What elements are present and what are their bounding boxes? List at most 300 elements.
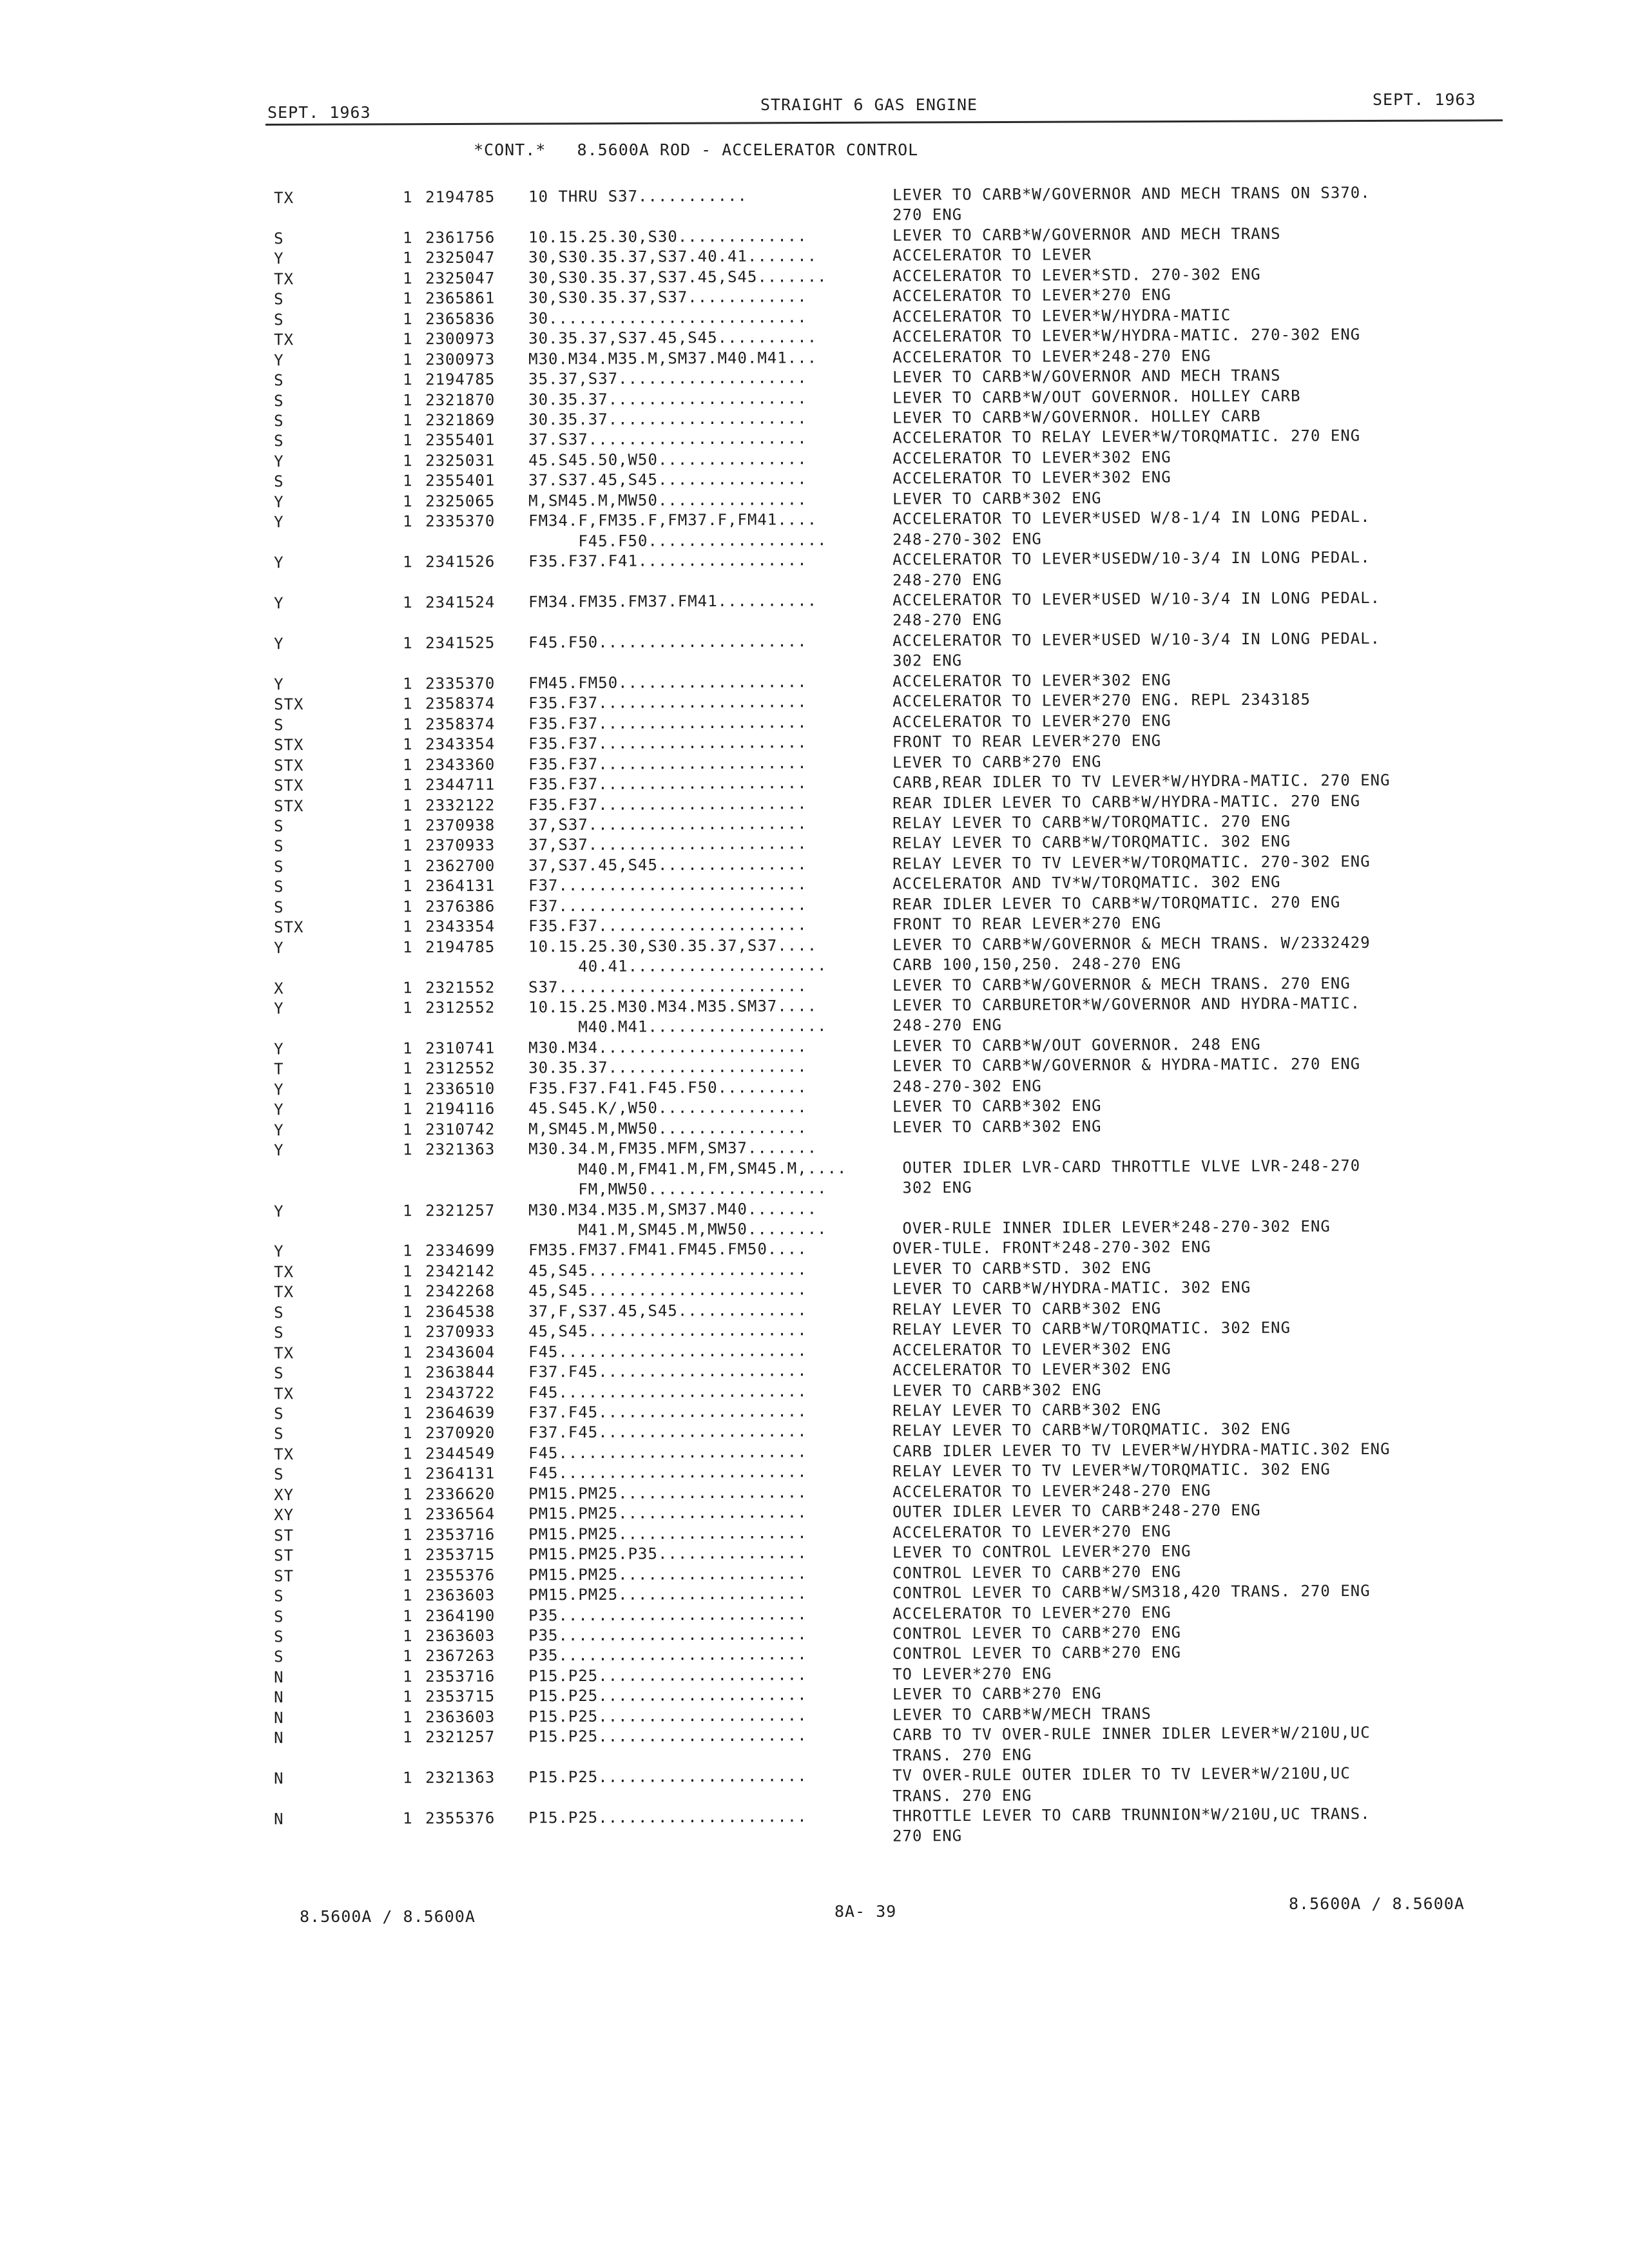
quantity: 1	[403, 188, 413, 207]
description: ACCELERATOR TO LEVER*302 ENG	[892, 1360, 1171, 1379]
part-number: 2325031	[425, 451, 496, 470]
description: CONTROL LEVER TO CARB*270 ENG	[892, 1623, 1182, 1643]
application: F35.F37.....................	[528, 693, 807, 713]
quantity: 1	[403, 1323, 413, 1341]
part-number: 2364131	[425, 876, 496, 896]
part-number: 2312552	[425, 1059, 496, 1078]
application: 37,F,S37.45,S45.............	[528, 1301, 807, 1321]
usage-code: Y	[274, 635, 284, 653]
application: 40.41....................	[528, 956, 827, 976]
part-number: 2342142	[425, 1262, 496, 1281]
table-row	[0, 405, 1629, 430]
part-number: 2321552	[425, 978, 496, 997]
quantity: 1	[403, 269, 413, 288]
description: CONTROL LEVER TO CARB*270 ENG	[892, 1643, 1182, 1663]
part-number: 2332122	[425, 796, 496, 815]
usage-code: N	[274, 1668, 284, 1687]
quantity: 1	[403, 411, 413, 430]
quantity: 1	[403, 431, 413, 450]
part-number: 2365836	[425, 309, 496, 329]
usage-code: Y	[274, 1040, 284, 1059]
part-number: 2194785	[425, 370, 496, 389]
table-row	[0, 242, 1629, 268]
usage-code: Y	[274, 1242, 284, 1261]
part-number: 2358374	[425, 694, 496, 713]
usage-code: TX	[274, 1283, 294, 1302]
application: 37,S37......................	[528, 834, 807, 854]
application: 37,S37......................	[528, 814, 807, 834]
usage-code: Y	[274, 553, 284, 572]
table-row	[0, 769, 1629, 795]
table-row	[0, 1783, 1629, 1805]
quantity: 1	[403, 816, 413, 835]
usage-code: Y	[274, 513, 284, 532]
usage-code: S	[274, 371, 284, 390]
usage-code: Y	[274, 1081, 284, 1099]
table-row	[0, 1276, 1629, 1302]
description: 302 ENG	[892, 651, 963, 670]
description: LEVER TO CARB*W/GOVERNOR AND MECH TRANS	[892, 366, 1281, 387]
part-number: 2325047	[425, 269, 496, 288]
description: CARB IDLER LEVER TO TV LEVER*W/HYDRA-MATIC.302 ENG	[892, 1439, 1391, 1461]
quantity: 1	[403, 1809, 413, 1828]
description: CONTROL LEVER TO CARB*W/SM318,420 TRANS. 270 ENG	[892, 1581, 1371, 1602]
application: P15.P25.....................	[528, 1686, 807, 1706]
application: 10.15.25.M30.M34.M35.SM37....	[528, 997, 818, 1017]
quantity: 1	[403, 1566, 413, 1585]
table-row	[0, 932, 1629, 957]
part-number: 2300973	[425, 350, 496, 369]
part-number: 2341526	[425, 552, 496, 572]
usage-code: STX	[274, 756, 304, 775]
usage-code: S	[274, 1648, 284, 1666]
application: 10.15.25.30,S30.35.37,S37....	[528, 936, 818, 956]
part-number: 2362700	[425, 856, 496, 876]
quantity: 1	[403, 1404, 413, 1423]
table-row	[0, 850, 1629, 876]
usage-code: S	[274, 1628, 284, 1646]
quantity: 1	[403, 735, 413, 754]
quantity: 1	[403, 1445, 413, 1463]
description: RELAY LEVER TO TV LEVER*W/TORQMATIC. 302 ENG	[892, 1460, 1331, 1481]
part-number: 2310742	[425, 1120, 496, 1139]
description: ACCELERATOR TO LEVER*STD. 270-302 ENG	[892, 265, 1261, 285]
description: CARB TO TV OVER-RULE INNER IDLER LEVER*W/210U,UC	[892, 1723, 1371, 1744]
quantity: 1	[403, 1303, 413, 1321]
usage-code: S	[274, 311, 284, 329]
application: P15.P25.....................	[528, 1767, 807, 1787]
application: 45,S45......................	[528, 1321, 807, 1341]
quantity: 1	[403, 351, 413, 369]
description: ACCELERATOR TO LEVER*270 ENG	[892, 1603, 1171, 1623]
part-number: 2370920	[425, 1423, 496, 1443]
quantity: 1	[403, 553, 413, 572]
table-row	[0, 1560, 1629, 1586]
table-row	[0, 1762, 1629, 1788]
application: F45.........................	[528, 1463, 807, 1483]
part-number: 2343604	[425, 1343, 496, 1362]
description: 248-270 ENG	[892, 570, 1003, 590]
part-number: 2334699	[425, 1241, 496, 1260]
part-number: 2367263	[425, 1646, 496, 1666]
part-number: 2363603	[425, 1626, 496, 1646]
description: FRONT TO REAR LEVER*270 ENG	[892, 731, 1162, 751]
usage-code: S	[274, 1425, 284, 1443]
application: 37,S37.45,S45...............	[528, 855, 807, 875]
table-row	[0, 1316, 1629, 1342]
table-row	[0, 1640, 1629, 1666]
application: F35.F37.....................	[528, 713, 807, 733]
quantity: 1	[403, 1728, 413, 1747]
description: 270 ENG	[892, 1827, 963, 1845]
table-row	[0, 1418, 1629, 1443]
quantity: 1	[403, 249, 413, 267]
application: F45.........................	[528, 1382, 807, 1402]
usage-code: Y	[274, 999, 284, 1018]
description: RELAY LEVER TO CARB*W/TORQMATIC. 270 ENG	[892, 812, 1291, 832]
description: ACCELERATOR TO LEVER*270 ENG. REPL 2343185	[892, 690, 1311, 711]
usage-code: STX	[274, 918, 304, 937]
usage-code: S	[274, 716, 284, 735]
application: FM35.FM37.FM41.FM45.FM50....	[528, 1240, 807, 1260]
application: 45,S45......................	[528, 1260, 807, 1280]
description: CONTROL LEVER TO CARB*270 ENG	[892, 1562, 1182, 1582]
description: ACCELERATOR TO LEVER*USED W/10-3/4 IN LONG PEDAL.	[892, 588, 1381, 610]
quantity: 1	[403, 1607, 413, 1626]
usage-code: S	[274, 432, 284, 450]
section-title: *CONT.* 8.5600A ROD - ACCELERATOR CONTROL	[474, 140, 919, 159]
description: LEVER TO CARB*302 ENG	[892, 1117, 1102, 1137]
description: ACCELERATOR TO LEVER*USED W/10-3/4 IN LONG PEDAL.	[892, 629, 1381, 650]
quantity: 1	[403, 1505, 413, 1524]
part-number: 2321363	[425, 1768, 496, 1787]
quantity: 1	[403, 1120, 413, 1139]
quantity: 1	[403, 918, 413, 936]
application: F35.F37.F41.F45.F50.........	[528, 1078, 807, 1098]
part-number: 2364538	[425, 1302, 496, 1321]
part-number: 2363844	[425, 1363, 496, 1382]
usage-code: XY	[274, 1506, 294, 1524]
application: F35.F37.F41.................	[528, 551, 807, 571]
description: ACCELERATOR TO LEVER	[892, 245, 1092, 265]
usage-code: ST	[274, 1526, 294, 1545]
table-row	[0, 1661, 1629, 1687]
description: RELAY LEVER TO CARB*W/TORQMATIC. 302 ENG	[892, 1318, 1291, 1339]
usage-code: TX	[274, 189, 294, 207]
quantity: 1	[403, 776, 413, 794]
quantity: 1	[403, 715, 413, 734]
description: OVER-RULE INNER IDLER LEVER*248-270-302 ENG	[892, 1217, 1331, 1238]
application: 30,S30.35.37,S37.45,S45.......	[528, 267, 827, 287]
description: OUTER IDLER LVR-CARD THROTTLE VLVE LVR-248-270	[892, 1157, 1361, 1177]
description: LEVER TO CARB*W/GOVERNOR. HOLLEY CARB	[892, 407, 1261, 427]
table-row	[0, 567, 1629, 590]
part-number: 2363603	[425, 1586, 496, 1605]
table-row	[0, 891, 1629, 917]
part-number: 2194785	[425, 187, 496, 207]
table-row	[0, 1438, 1629, 1464]
usage-code: S	[274, 1323, 284, 1342]
part-number: 2335370	[425, 674, 496, 693]
description: REAR IDLER LEVER TO CARB*W/TORQMATIC. 270 ENG	[892, 893, 1341, 914]
quantity: 1	[403, 1140, 413, 1159]
usage-code: T	[274, 1060, 284, 1079]
usage-code: Y	[274, 493, 284, 512]
application: 35.37,S37...................	[528, 369, 807, 389]
description: LEVER TO CARB*W/OUT GOVERNOR. 248 ENG	[892, 1035, 1261, 1055]
quantity: 1	[403, 1100, 413, 1119]
description: LEVER TO CARB*302 ENG	[892, 1096, 1102, 1116]
usage-code: S	[274, 837, 284, 856]
header-title: STRAIGHT 6 GAS ENGINE	[760, 95, 978, 114]
description: ACCELERATOR TO LEVER*270 ENG	[892, 1522, 1171, 1542]
usage-code: X	[274, 979, 284, 998]
table-row	[0, 870, 1629, 896]
usage-code: Y	[274, 1121, 284, 1140]
usage-code: N	[274, 1688, 284, 1707]
usage-code: ST	[274, 1546, 294, 1565]
application: M41.M,SM45.M,MW50........	[528, 1220, 827, 1240]
usage-code: Y	[274, 351, 284, 370]
usage-code: Y	[274, 452, 284, 471]
application: M40.M41..................	[528, 1017, 827, 1037]
quantity: 1	[403, 1384, 413, 1403]
usage-code: STX	[274, 776, 304, 795]
part-number: 2344549	[425, 1444, 496, 1463]
application: P15.P25.....................	[528, 1706, 807, 1726]
usage-code: TX	[274, 270, 294, 289]
description: LEVER TO CARB*W/MECH TRANS	[892, 1704, 1152, 1724]
table-row	[0, 1093, 1629, 1119]
description: LEVER TO CARB*302 ENG	[892, 488, 1102, 508]
description: 302 ENG	[892, 1178, 972, 1197]
table-row	[0, 830, 1629, 856]
description: LEVER TO CARB*270 ENG	[892, 1684, 1102, 1704]
application: M30.34.M,FM35.MFM,SM37.......	[528, 1139, 818, 1158]
description: RELAY LEVER TO CARB*302 ENG	[892, 1400, 1162, 1420]
application: 10.15.25.30,S30.............	[528, 227, 807, 247]
usage-code: S	[274, 392, 284, 410]
application: PM15.PM25...................	[528, 1483, 807, 1503]
description: LEVER TO CARB*302 ENG	[892, 1380, 1102, 1400]
application: F37.........................	[528, 875, 807, 895]
footer-ref-left: 8.5600A / 8.5600A	[300, 1907, 476, 1926]
application: 30.35.37....................	[528, 1057, 807, 1077]
quantity: 1	[403, 857, 413, 876]
header-date-right: SEPT. 1963	[1373, 90, 1476, 109]
part-number: 2194116	[425, 1099, 496, 1119]
table-row	[0, 1114, 1629, 1140]
table-row	[0, 1296, 1629, 1322]
usage-code: TX	[274, 1385, 294, 1403]
quantity: 1	[403, 229, 413, 247]
usage-code: S	[274, 1608, 284, 1626]
application: F35.F37.....................	[528, 794, 807, 814]
usage-code: S	[274, 858, 284, 876]
table-row	[0, 202, 1629, 224]
part-number: 2370938	[425, 816, 496, 835]
description: TV OVER-RULE OUTER IDLER TO TV LEVER*W/210U,UC	[892, 1764, 1351, 1785]
description: OVER-TULE. FRONT*248-270-302 ENG	[892, 1238, 1211, 1258]
table-row	[0, 303, 1629, 329]
table-row	[0, 1620, 1629, 1646]
table-row	[0, 729, 1629, 754]
table-row	[0, 628, 1629, 653]
quantity: 1	[403, 999, 413, 1017]
quantity: 1	[403, 330, 413, 349]
part-number: 2325065	[425, 492, 496, 511]
table-row	[0, 1398, 1629, 1423]
usage-code: S	[274, 1303, 284, 1322]
usage-code: S	[274, 1465, 284, 1484]
part-number: 2376386	[425, 897, 496, 916]
description: CARB,REAR IDLER TO TV LEVER*W/HYDRA-MATIC. 270 ENG	[892, 771, 1391, 792]
application: 30,S30.35.37,S37.40.41.......	[528, 247, 818, 267]
description: LEVER TO CARB*STD. 302 ENG	[892, 1258, 1152, 1278]
part-number: 2321257	[425, 1727, 496, 1747]
part-number: 2364131	[425, 1464, 496, 1483]
part-number: 2343360	[425, 755, 496, 774]
usage-code: S	[274, 1364, 284, 1383]
part-number: 2312552	[425, 998, 496, 1017]
quantity: 1	[403, 836, 413, 855]
application: 37.S37......................	[528, 429, 807, 449]
part-number: 2321257	[425, 1201, 496, 1220]
application: M30.M34.....................	[528, 1037, 807, 1057]
description: ACCELERATOR TO LEVER*302 ENG	[892, 448, 1171, 468]
part-number: 2194785	[425, 937, 496, 957]
part-number: 2353716	[425, 1667, 496, 1686]
table-row	[0, 668, 1629, 694]
quantity: 1	[403, 310, 413, 329]
usage-code: N	[274, 1769, 284, 1788]
application: 37.S37.45,S45...............	[528, 470, 807, 490]
part-number: 2343354	[425, 735, 496, 754]
part-number: 2355401	[425, 471, 496, 490]
table-row	[0, 1519, 1629, 1545]
description: ACCELERATOR TO LEVER*302 ENG	[892, 468, 1171, 488]
table-row	[0, 1539, 1629, 1565]
application: M,SM45.M,MW50...............	[528, 490, 807, 510]
usage-code: XY	[274, 1486, 294, 1504]
application: FM34.FM35.FM37.FM41..........	[528, 591, 818, 611]
part-number: 2370933	[425, 836, 496, 855]
description: 248-270-302 ENG	[892, 1077, 1042, 1096]
application: 10 THRU S37...........	[528, 186, 748, 206]
description: ACCELERATOR TO LEVER*W/HYDRA-MATIC	[892, 306, 1231, 326]
table-row	[0, 1803, 1629, 1829]
description: ACCELERATOR TO RELAY LEVER*W/TORQMATIC. 270 ENG	[892, 427, 1361, 447]
footer-ref-right: 8.5600A / 8.5600A	[1289, 1894, 1465, 1913]
quantity: 1	[403, 1667, 413, 1686]
description: 270 ENG	[892, 206, 963, 224]
application: P35.........................	[528, 1625, 807, 1645]
application: F45.F50..................	[528, 531, 827, 551]
table-row	[0, 385, 1629, 410]
description: LEVER TO CARB*W/GOVERNOR AND MECH TRANS	[892, 224, 1281, 245]
application: F37.F45.....................	[528, 1361, 807, 1381]
description: TRANS. 270 ENG	[892, 1745, 1032, 1765]
quantity: 1	[403, 1627, 413, 1646]
part-number: 2355376	[425, 1809, 496, 1828]
header-date-left: SEPT. 1963	[267, 103, 371, 122]
part-number: 2342268	[425, 1282, 496, 1301]
quantity: 1	[403, 492, 413, 511]
application: F35.F37.....................	[528, 916, 807, 936]
application: M30.M34.M35.M,SM37.M40.M41...	[528, 349, 818, 369]
description: LEVER TO CARBURETOR*W/GOVERNOR AND HYDRA-MATIC.	[892, 994, 1361, 1015]
table-row	[0, 749, 1629, 775]
application: F35.F37.....................	[528, 754, 807, 774]
quantity: 1	[403, 1465, 413, 1483]
application: F35.F37.....................	[528, 733, 807, 753]
application: F45.........................	[528, 1341, 807, 1361]
quantity: 1	[403, 1526, 413, 1544]
quantity: 1	[403, 1485, 413, 1504]
table-row	[0, 1580, 1629, 1606]
table-row	[0, 1073, 1629, 1099]
quantity: 1	[403, 1546, 413, 1564]
usage-code: TX	[274, 1263, 294, 1282]
description: ACCELERATOR TO LEVER*270 ENG	[892, 285, 1171, 305]
usage-code: S	[274, 878, 284, 896]
part-number: 2355401	[425, 430, 496, 450]
application: PM15.PM25...................	[528, 1503, 807, 1523]
quantity: 1	[403, 289, 413, 308]
usage-code: Y	[274, 249, 284, 268]
description: LEVER TO CARB*W/GOVERNOR & MECH TRANS. 270 ENG	[892, 974, 1351, 995]
usage-code: S	[274, 817, 284, 836]
quantity: 1	[403, 796, 413, 815]
part-number: 2336510	[425, 1079, 496, 1099]
description: FRONT TO REAR LEVER*270 ENG	[892, 914, 1162, 934]
part-number: 2353715	[425, 1687, 496, 1706]
table-row	[0, 648, 1629, 670]
application: PM15.PM25.P35...............	[528, 1544, 807, 1564]
part-number: 2363603	[425, 1707, 496, 1727]
description: ACCELERATOR AND TV*W/TORQMATIC. 302 ENG	[892, 872, 1281, 893]
usage-code: N	[274, 1810, 284, 1829]
description: 248-270 ENG	[892, 1015, 1003, 1035]
quantity: 1	[403, 1769, 413, 1787]
usage-code: S	[274, 290, 284, 309]
application: P15.P25.....................	[528, 1726, 807, 1746]
table-row	[0, 1134, 1629, 1160]
usage-code: S	[274, 898, 284, 917]
application: M,SM45.M,MW50...............	[528, 1119, 807, 1139]
part-number: 2335370	[425, 512, 496, 531]
description: OUTER IDLER LEVER TO CARB*248-270 ENG	[892, 1501, 1261, 1521]
part-number: 2321363	[425, 1140, 496, 1159]
usage-code: S	[274, 472, 284, 491]
application: FM45.FM50...................	[528, 673, 807, 693]
application: S37.........................	[528, 977, 807, 997]
part-number: 2321869	[425, 410, 496, 430]
table-row	[0, 445, 1629, 471]
application: F45.F50.....................	[528, 632, 807, 652]
part-number: 2341525	[425, 633, 496, 653]
application: 30.35.37,S37.45,S45..........	[528, 328, 818, 348]
quantity: 1	[403, 1687, 413, 1706]
quantity: 1	[403, 877, 413, 896]
usage-code: STX	[274, 736, 304, 754]
table-row	[0, 1337, 1629, 1363]
description: ACCELERATOR TO LEVER*270 ENG	[892, 711, 1171, 731]
quantity: 1	[403, 1039, 413, 1058]
quantity: 1	[403, 472, 413, 490]
quantity: 1	[403, 1647, 413, 1666]
part-number: 2344711	[425, 775, 496, 794]
